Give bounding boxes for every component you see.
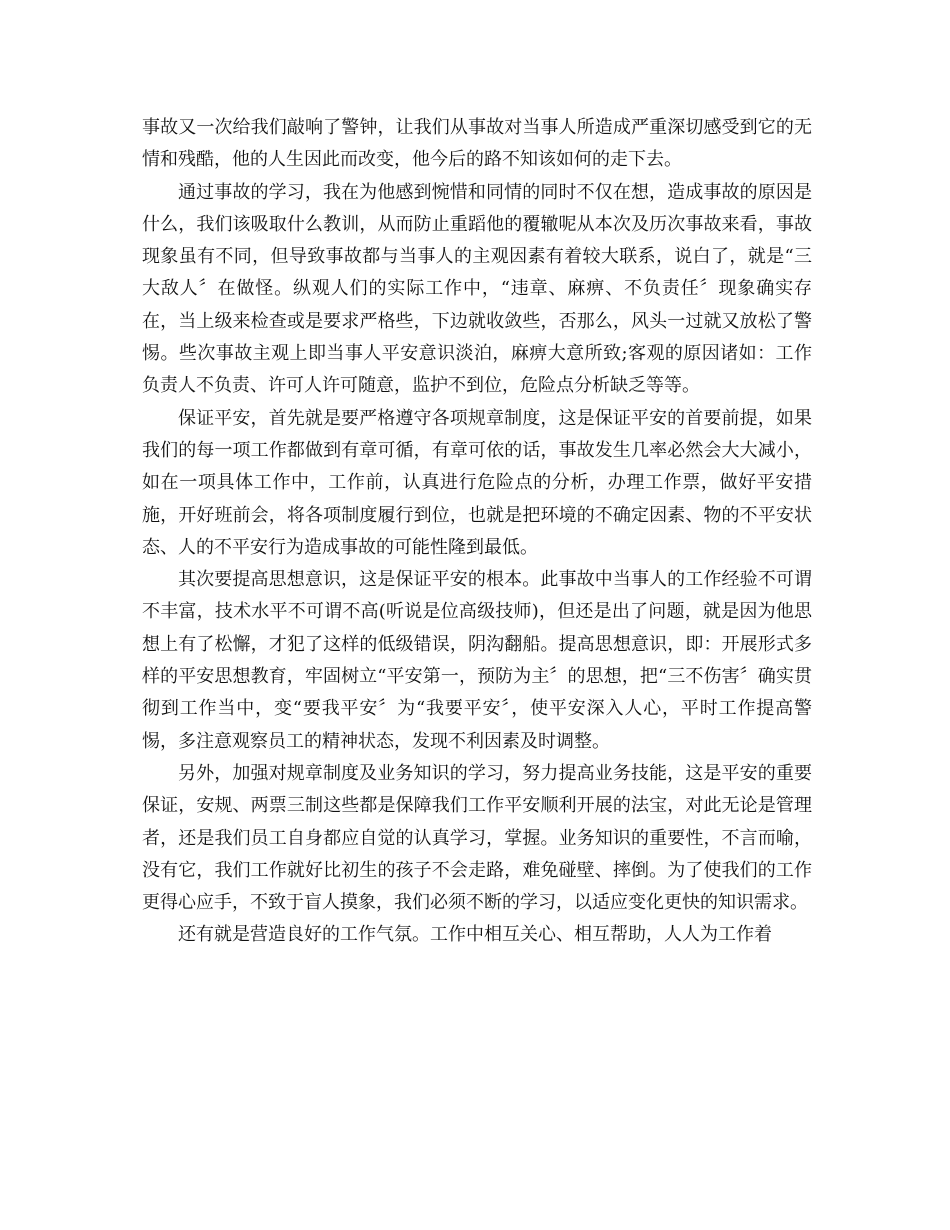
paragraph-3: 保证平安，首先就是要严格遵守各项规章制度，这是保证平安的首要前提，如果我们的每一项工作都做到有章可循，有章可依的话，事故发生几率必然会大大减小，如在一项具体工作中，工作前，认真进行危险点的分析，办理工作票，做好平安措施，开好班前会，将各项制度履行到位，也就是把环境的不确定因素、物的不平安状态、人的不平安行为造成事故的可能性隆到最低。: [142, 407, 812, 558]
paragraph-1: 事故又一次给我们敲响了警钟，让我们从事故对当事人所造成严重深切感受到它的无情和残酷，他的人生因此而改变，他今后的路不知该如何的走下去。: [142, 117, 812, 171]
paragraph-5: 另外，加强对规章制度及业务知识的学习，努力提高业务技能，这是平安的重要保证，安规、两票三制这些都是保障我们工作平安顺利开展的法宝，对此无论是管理者，还是我们员工自身都应自觉的认真学习，掌握。业务知识的重要性，不言而喻，没有它，我们工作就好比初生的孩子不会走路，难免碰壁、摔倒。为了使我们的工作更得心应手，不致于盲人摸象，我们必须不断的学习，以适应变化更快的知识需求。: [142, 762, 812, 914]
paragraph-6: 还有就是营造良好的工作气氛。工作中相互关心、相互帮助，人人为工作着: [178, 924, 772, 946]
paragraph-4: 其次要提高思想意识，这是保证平安的根本。此事故中当事人的工作经验不可谓不丰富，技术水平不可谓不高(听说是位高级技师)，但还是出了问题，就是因为他思想上有了松懈，才犯了这样的低级错误，阴沟翻船。提高思想意识，即：开展形式多样的平安思想教育，牢固树立“平安第一，预防为主〞的思想，把“三不伤害〞确实贯彻到工作当中，变“要我平安〞为“我要平安〞，使平安深入人心，平时工作提高警惕，多注意观察员工的精神状态，发现不利因素及时调整。: [142, 569, 812, 752]
document-body: [142, 112, 812, 952]
paragraph-2: 通过事故的学习，我在为他感到惋惜和同情的同时不仅在想，造成事故的原因是什么，我们该吸取什么教训，从而防止重蹈他的覆辙呢从本次及历次事故来看，事故现象虽有不同，但导致事故都与当事人的主观因素有着较大联系，说白了，就是“三大敌人〞在做怪。纵观人们的实际工作中，“违章、麻痹、不负责任〞现象确实存在，当上级来检查或是要求严格些，下边就收敛些，否那么，风头一过就又放松了警惕。些次事故主观上即当事人平安意识淡泊，麻痹大意所致;客观的原因诸如：工作负责人不负责、许可人许可随意，监护不到位，危险点分析缺乏等等。: [142, 181, 812, 397]
